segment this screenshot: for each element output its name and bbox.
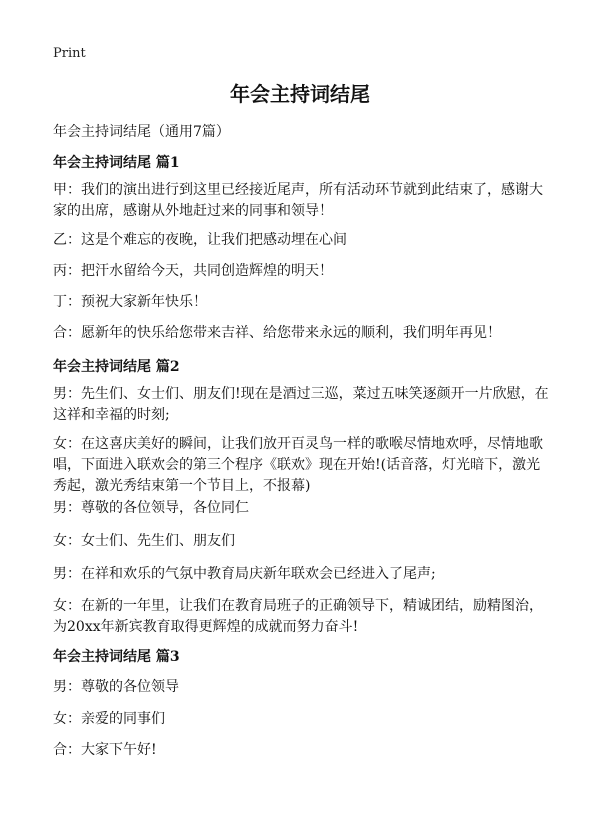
paragraph: 男：尊敬的各位领导 <box>53 679 179 695</box>
document-subtitle: 年会主持词结尾（通用7篇） <box>53 124 230 140</box>
paragraph: 男：在祥和欢乐的气氛中教育局庆新年联欢会已经进入了尾声; <box>53 566 436 582</box>
section-heading-1: 年会主持词结尾 篇1 <box>53 155 180 171</box>
paragraph: 女：在新的一年里，让我们在教育局班子的正确领导下，精诚团结，励精图治，为20xx年新宾教育取得更辉煌的成就而努力奋斗! <box>53 598 543 635</box>
paragraph: 合：大家下午好! <box>53 742 157 758</box>
paragraph: 丙：把汗水留给今天，共同创造辉煌的明天！ <box>53 263 333 279</box>
print-link[interactable]: Print <box>53 46 86 61</box>
paragraph: 男：尊敬的各位领导，各位同仁 <box>53 500 249 516</box>
section-heading-2: 年会主持词结尾 篇2 <box>53 359 180 375</box>
paragraph: 男：先生们、女士们、朋友们!现在是酒过三巡，菜过五味笑逐颜开一片欣慰，在这祥和幸福的时刻; <box>53 386 549 423</box>
paragraph: 女：女士们、先生们、朋友们 <box>53 533 235 549</box>
page-title: 年会主持词结尾 <box>230 82 370 106</box>
section-heading-3: 年会主持词结尾 篇3 <box>53 649 180 665</box>
paragraph: 合：愿新年的快乐给您带来吉祥、给您带来永远的顺利，我们明年再见！ <box>53 325 501 341</box>
paragraph: 女：亲爱的同事们 <box>53 711 165 727</box>
paragraph: 甲：我们的演出进行到这里已经接近尾声，所有活动环节就到此结束了，感谢大家的出席，感谢从外地赶过来的同事和领导！ <box>53 182 543 219</box>
paragraph: 丁：预祝大家新年快乐！ <box>53 294 207 310</box>
paragraph: 乙：这是个难忘的夜晚，让我们把感动埋在心间 <box>53 232 347 248</box>
paragraph: 女：在这喜庆美好的瞬间，让我们放开百灵鸟一样的歌喉尽情地欢呼，尽情地歌唱，下面进入联欢会的第三个程序《联欢》现在开始!(话音落，灯光暗下，激光秀起，激光秀结束第一个节目上，不报幕) <box>53 436 543 494</box>
